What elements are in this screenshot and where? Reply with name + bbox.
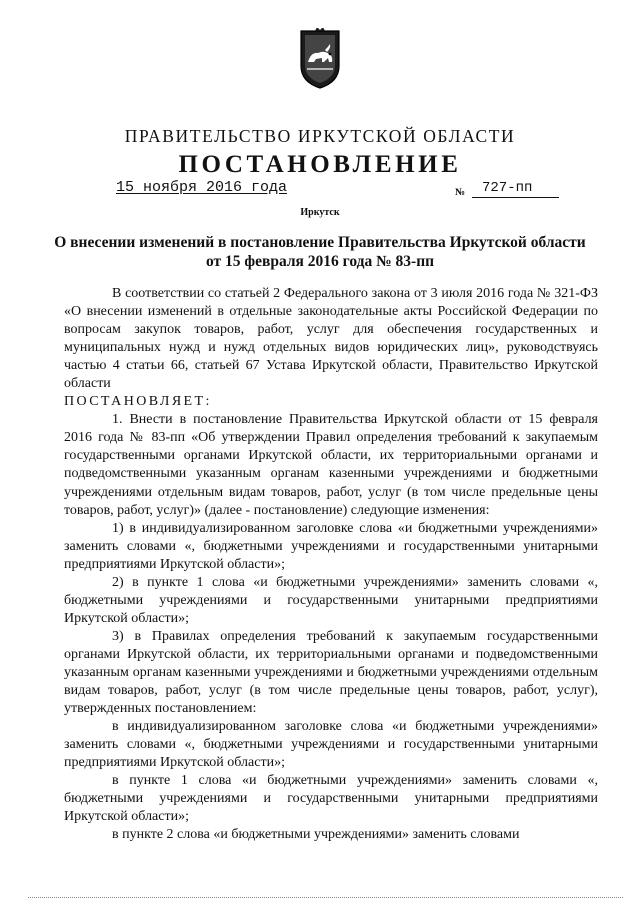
- document-type-heading: ПОСТАНОВЛЕНИЕ: [178, 151, 462, 178]
- body-paragraph: 1. Внести в постановление Правительства Иркутской области от 15 февраля 2016 года № 83-пп «Об утверждении Правил определения требований к закупаемым государственными органами Иркутской области, их территориальными органами и подведомственными указанным органам казенными учреждениями и бюджетными учреждениями отдельным видам товаров, работ, услуг (в том числе предельные цены товаров, работ, услуг)» (далее - постановление) следующие изменения:: [64, 412, 598, 518]
- number-value: 727-пп: [472, 180, 559, 198]
- coat-of-arms-icon: [298, 28, 342, 90]
- body-paragraph: 2) в пункте 1 слова «и бюджетными учреждениями» заменить словами «, бюджетными учреждениями и государственными унитарными предприятиями Иркутской области»;: [64, 574, 598, 626]
- body-paragraph: 1) в индивидуализированном заголовке слова «и бюджетными учреждениями» заменить словами «, бюджетными учреждениями и государственными унитарными предприятиями Иркутской области»;: [64, 520, 598, 572]
- title-line-2: от 15 февраля 2016 года № 83-пп: [205, 253, 435, 270]
- body-paragraph: в пункте 2 слова «и бюджетными учреждениями» заменить словами: [112, 827, 520, 843]
- preamble-paragraph: В соответствии со статьей 2 Федерального закона от 3 июля 2016 года № 321-ФЗ «О внесении изменений в отдельные законодательные акты Российской Федерации по вопросам закупок товаров, работ, услуг для обеспечения государственных и муниципальных нужд и нужд отдельных видов юридических лиц», руководствуясь частью 4 статьи 66, статьей 67 Устава Иркутской области, Правительство Иркутской области: [64, 286, 598, 392]
- body-paragraph: 3) в Правилах определения требований к закупаемым государственными органами Иркутской области, их территориальными органами и подведомственными указанным органам казенными учреждениями и бюджетными учреждениями отдельным видам товаров, работ, услуг (в том числе предельные цены товаров, работ, услуг), утвержденных постановлением:: [64, 628, 598, 717]
- city-name: Иркутск: [300, 207, 340, 218]
- scan-edge-divider: [28, 897, 623, 898]
- date-value: 15 ноября 2016 года: [116, 179, 288, 196]
- decree-word: ПОСТАНОВЛЯЕТ:: [64, 394, 212, 410]
- document-date: [116, 179, 287, 196]
- title-line-1: О внесении изменений в постановление Правительства Иркутской области: [54, 234, 586, 251]
- government-name: ПРАВИТЕЛЬСТВО ИРКУТСКОЙ ОБЛАСТИ: [124, 126, 516, 146]
- number-sign: №: [455, 187, 466, 198]
- document-title: [40, 233, 600, 271]
- document-body: [64, 285, 598, 844]
- body-paragraph: в пункте 1 слова «и бюджетными учреждениями» заменить словами «, бюджетными учреждениями и государственными унитарными предприятиями Иркутской области»;: [64, 773, 598, 825]
- body-paragraph: в индивидуализированном заголовке слова «и бюджетными учреждениями» заменить словами «, бюджетными учреждениями и государственными унитарными предприятиями Иркутской области»;: [64, 719, 598, 771]
